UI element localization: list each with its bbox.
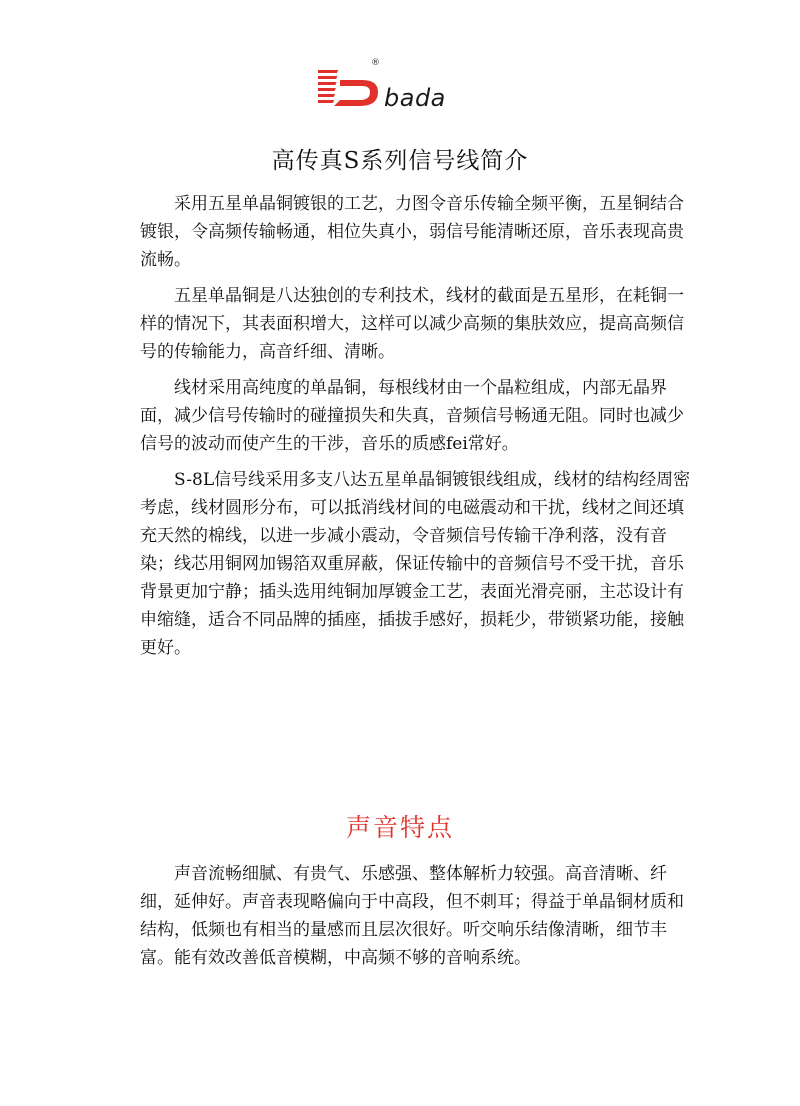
sound-paragraph: 声音流畅细腻、有贵气、乐感强、整体解析力较强。高音清晰、纤细，延伸好。声音表现略偏向于中高段，但不刺耳；得益于单晶铜材质和结构，低频也有相当的量感而且层次很好。听交响乐结像清晰，细节丰富。能有效改善低音模糊，中高频不够的音响系统。 (140, 864, 684, 968)
page-title: 高传真S系列信号线简介 (271, 148, 529, 174)
registered-mark: ® (371, 58, 380, 68)
paragraph-1: 采用五星单晶铜镀银的工艺，力图令音乐传输全频平衡，五星铜结合镀银，令高频传输畅通，相位失真小，弱信号能清晰还原，音乐表现高贵流畅。 (140, 194, 684, 270)
paragraph-3: 线材采用高纯度的单晶铜，每根线材由一个晶粒组成，内部无晶界面，减少信号传输时的碰撞损失和失真，音频信号畅通无阻。同时也减少信号的波动而使产生的干涉，音乐的质感fei常好。 (140, 378, 684, 454)
brand-name: bada (384, 84, 446, 112)
sound-text-block (140, 860, 700, 980)
sound-section-heading: 声音特点 (345, 813, 454, 842)
bada-logo-icon (318, 62, 382, 112)
brand-logo (318, 58, 458, 112)
paragraph-4: S-8L信号线采用多支八达五星单晶铜镀银线组成，线材的结构经周密考虑，线材圆形分布，可以抵消线材间的电磁震动和干扰，线材之间还填充天然的棉线，以进一步减小震动，令音频信号传输干净利落，没有音染；线芯用铜网加锡箔双重屏蔽，保证传输中的音频信号不受干扰，音乐背景更加宁静；插头选用纯铜加厚镀金工艺，表面光滑亮丽，主芯设计有申缩缝，适合不同品牌的插座，插拔手感好，损耗少，带锁紧功能，接触更好。 (140, 470, 691, 658)
paragraph-2: 五星单晶铜是八达独创的专利技术，线材的截面是五星形，在耗铜一样的情况下，其表面积增大，这样可以减少高频的集肤效应，提高高频信号的传输能力，高音纤细、清晰。 (140, 286, 684, 362)
intro-text-block (140, 190, 700, 670)
